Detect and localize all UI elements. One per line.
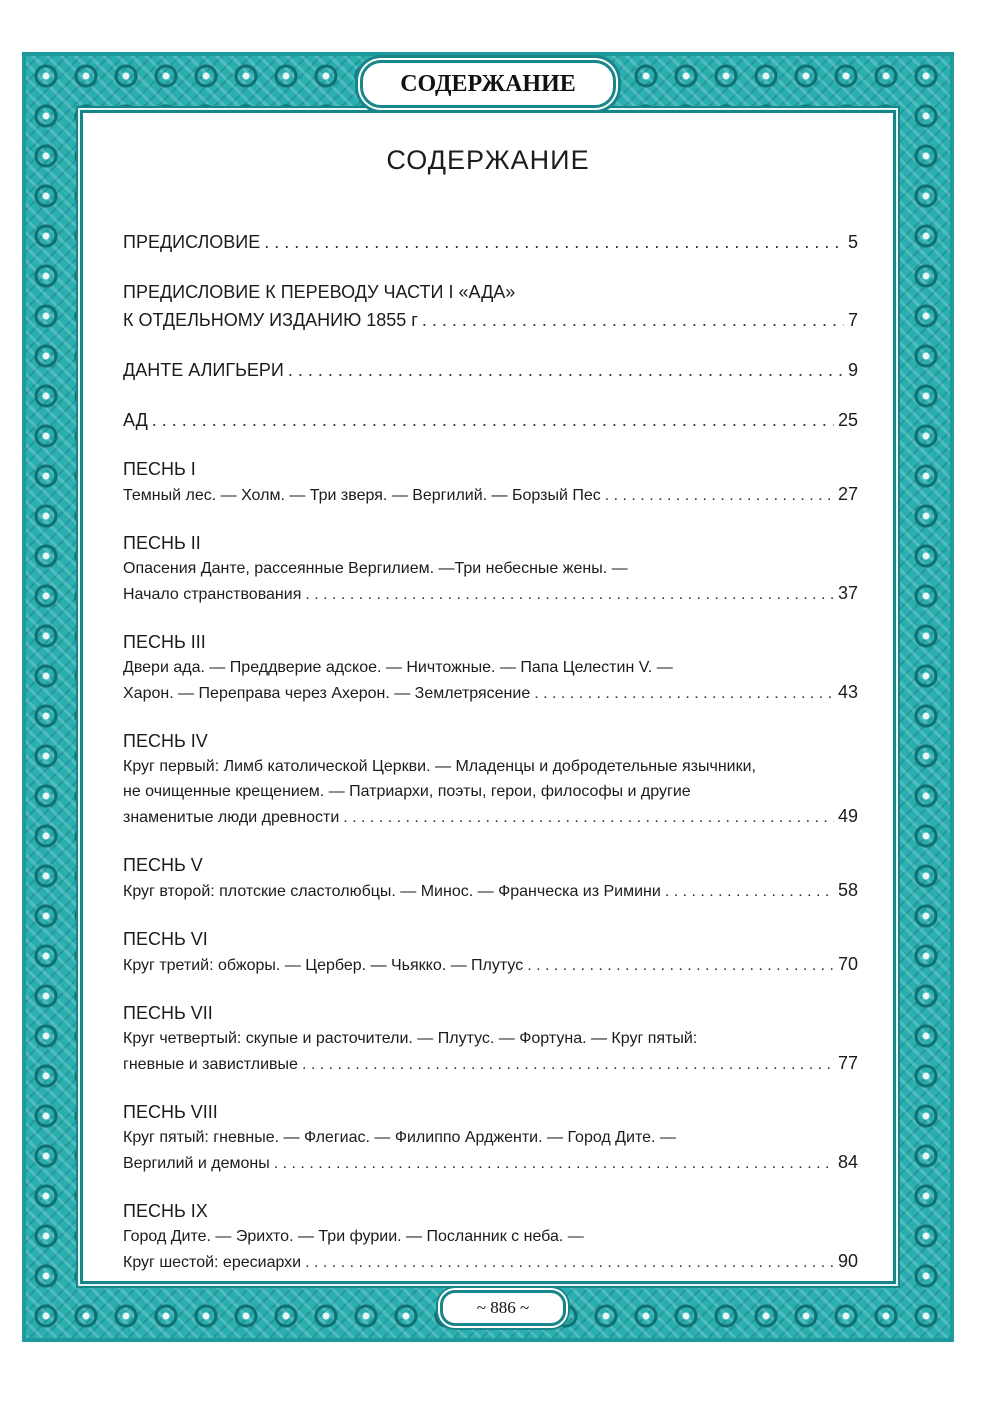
toc-entry-line: Опасения Данте, рассеянные Вергилием. —Три небесные жены. — bbox=[123, 560, 628, 577]
dot-leader bbox=[665, 879, 834, 904]
toc-entry bbox=[123, 1000, 858, 1077]
toc-entry-title: К ОТДЕЛЬНОМУ ИЗДАНИЮ 1855 г bbox=[123, 310, 418, 330]
canto-heading: ПЕСНЬ I bbox=[123, 459, 196, 479]
canto-heading: ПЕСНЬ VII bbox=[123, 1003, 213, 1023]
toc-entry-leader-line bbox=[123, 406, 858, 434]
toc-entry-title: Круг второй: плотские сластолюбцы. — Минос. — Франческа из Римини bbox=[123, 883, 661, 900]
toc-page-number: 84 bbox=[837, 1152, 858, 1172]
toc-page-number: 9 bbox=[847, 360, 858, 380]
toc-entry-title: гневные и завистливые bbox=[123, 1056, 298, 1073]
dot-leader bbox=[305, 582, 834, 607]
toc-entry-leader-line bbox=[123, 581, 858, 607]
canto-heading: ПЕСНЬ V bbox=[123, 855, 203, 875]
toc-entry bbox=[123, 629, 858, 706]
toc-entry-line: Город Дите. — Эрихто. — Три фурии. — Посланник с неба. — bbox=[123, 1228, 584, 1245]
toc-entry-leader-line bbox=[123, 356, 858, 384]
toc-entry-title: Харон. — Переправа через Ахерон. — Землетрясение bbox=[123, 685, 531, 702]
toc-entry-leader-line bbox=[123, 1150, 858, 1176]
toc-entry bbox=[123, 1198, 858, 1275]
canto-heading: ПЕСНЬ IV bbox=[123, 731, 208, 751]
page-title: СОДЕРЖАНИЕ bbox=[386, 145, 590, 175]
dot-leader bbox=[288, 356, 844, 384]
page-number: ~ 886 ~ bbox=[440, 1290, 566, 1326]
toc-entry-leader-line bbox=[123, 482, 858, 508]
toc-entry-leader-line bbox=[123, 228, 858, 256]
toc-entry bbox=[123, 530, 858, 607]
toc-page-number: 70 bbox=[837, 954, 858, 974]
dot-leader bbox=[264, 228, 844, 256]
toc-entry-line: Круг первый: Лимб католической Церкви. — Младенцы и добродетельные язычники, bbox=[123, 758, 756, 775]
toc-entry bbox=[123, 728, 858, 830]
toc-page-number: 25 bbox=[837, 410, 858, 430]
toc-entry-line: ПРЕДИСЛОВИЕ К ПЕРЕВОДУ ЧАСТИ I «АДА» bbox=[123, 282, 516, 302]
toc-entry-line: Двери ада. — Преддверие адское. — Ничтожные. — Папа Целестин V. — bbox=[123, 659, 673, 676]
toc-page-number: 5 bbox=[847, 232, 858, 252]
canto-heading: ПЕСНЬ VI bbox=[123, 929, 208, 949]
toc-entry-title: АД bbox=[123, 410, 148, 430]
dot-leader bbox=[302, 1052, 834, 1077]
dot-leader bbox=[527, 953, 834, 978]
canto-heading: ПЕСНЬ IX bbox=[123, 1201, 208, 1221]
toc-entry-leader-line bbox=[123, 952, 858, 978]
dot-leader bbox=[605, 483, 834, 508]
toc-page-number: 58 bbox=[837, 880, 858, 900]
toc-entry-title: Темный лес. — Холм. — Три зверя. — Вергилий. — Борзый Пес bbox=[123, 487, 601, 504]
dot-leader bbox=[274, 1151, 834, 1176]
toc-entry bbox=[123, 278, 858, 334]
toc-entry-leader-line bbox=[123, 680, 858, 706]
running-header: СОДЕРЖАНИЕ bbox=[360, 60, 616, 108]
toc-entry bbox=[123, 406, 858, 434]
toc-entry-title: ДАНТЕ АЛИГЬЕРИ bbox=[123, 360, 284, 380]
dot-leader bbox=[534, 681, 834, 706]
toc-entry-title: Круг шестой: ересиархи bbox=[123, 1254, 302, 1271]
toc-page-number: 43 bbox=[837, 682, 858, 702]
toc-page-number: 37 bbox=[837, 583, 858, 603]
toc-page-number: 27 bbox=[837, 484, 858, 504]
toc-entry bbox=[123, 926, 858, 978]
canto-heading: ПЕСНЬ II bbox=[123, 533, 201, 553]
dot-leader bbox=[152, 406, 834, 434]
toc-entry-title: Вергилий и демоны bbox=[123, 1155, 270, 1172]
toc-entry bbox=[123, 456, 858, 508]
toc-page-number: 77 bbox=[837, 1053, 858, 1073]
canto-heading: ПЕСНЬ VIII bbox=[123, 1102, 218, 1122]
toc-entry bbox=[123, 228, 858, 256]
toc-page-number: 49 bbox=[837, 806, 858, 826]
toc-entry-leader-line bbox=[123, 306, 858, 334]
dot-leader bbox=[305, 1250, 834, 1275]
toc-entry-leader-line bbox=[123, 804, 858, 830]
toc-entry-line: Круг пятый: гневные. — Флегиас. — Филиппо Ардженти. — Город Дите. — bbox=[123, 1129, 676, 1146]
table-of-contents bbox=[123, 228, 858, 1297]
canto-heading: ПЕСНЬ III bbox=[123, 632, 206, 652]
toc-entry bbox=[123, 852, 858, 904]
dot-leader bbox=[422, 306, 844, 334]
toc-entry-title: ПРЕДИСЛОВИЕ bbox=[123, 232, 261, 252]
toc-entry-leader-line bbox=[123, 1249, 858, 1275]
toc-page-number: 90 bbox=[837, 1251, 858, 1271]
toc-entry-leader-line bbox=[123, 878, 858, 904]
toc-entry bbox=[123, 1099, 858, 1176]
toc-entry-line: Круг четвертый: скупые и расточители. — Плутус. — Фортуна. — Круг пятый: bbox=[123, 1030, 698, 1047]
toc-entry-leader-line bbox=[123, 1051, 858, 1077]
toc-entry-title: Круг третий: обжоры. — Цербер. — Чьякко. — Плутус bbox=[123, 957, 524, 974]
dot-leader bbox=[343, 805, 834, 830]
toc-page-number: 7 bbox=[847, 310, 858, 330]
toc-entry bbox=[123, 356, 858, 384]
toc-entry-title: Начало странствования bbox=[123, 586, 302, 603]
toc-entry-title: знаменитые люди древности bbox=[123, 809, 340, 826]
toc-entry-line: не очищенные крещением. — Патриархи, поэты, герои, философы и другие bbox=[123, 783, 691, 800]
